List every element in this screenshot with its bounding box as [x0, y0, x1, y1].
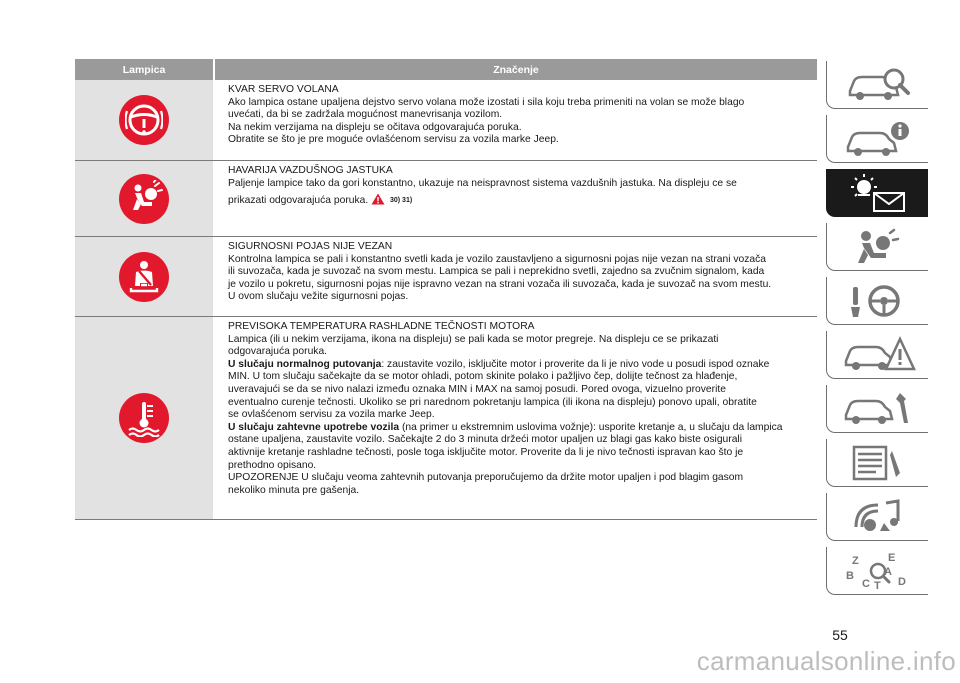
tab-maintenance[interactable] [826, 385, 928, 433]
header-lamp: Lampica [122, 63, 166, 76]
tab-index[interactable] [826, 547, 928, 595]
normal-driving-label: U slučaju normalnog putovanja [228, 358, 382, 370]
row-title: KVAR SERVO VOLANA [228, 84, 339, 95]
tab-driving[interactable] [826, 277, 928, 325]
index-letter: T [873, 579, 881, 591]
table-row [75, 80, 817, 161]
data-list-icon [836, 443, 920, 483]
coolant-temperature-icon [119, 393, 169, 443]
row-title: PREVISOKA TEMPERATURA RASHLADNE TEČNOSTI MOTORA [228, 321, 535, 332]
tab-car-info[interactable] [826, 115, 928, 163]
steering-wheel-icon [836, 281, 920, 321]
note-references: 30) 31) [390, 197, 413, 205]
car-magnifier-icon [836, 65, 920, 105]
chapter-tabs [826, 61, 928, 601]
watermark: carmanualsonline.info [696, 646, 956, 676]
index-letter: Z [851, 554, 859, 567]
warning-triangle-icon [371, 193, 385, 205]
row-meaning: PREVISOKA TEMPERATURA RASHLADNE TEČNOSTI MOTORA Lampica (ili u nekim verzijama, ikona na displeju) se pali kada se motor pregreje. Na displeju ce se prikazati odgovarajuća poruka. U slučaju normalnog putovanja: zaustavite vozilo, isključite motor i proverite da li je nivo vode u posudi ispod oznake MIN. U tom slučaju sačekajte da se motor ohladi, potom skinite polako i pažljivo čep, dolijte tečnost za hlađenje, uveravajući se da se nivo nalazi između oznaka MIN i MAX na samoj posudi. Pored ovoga, vizuelno proverite eventualno curenje tečnosti. Ukoliko se pri narednom pokretanju lampica (ili ikona na displeju) ponovo upali, obratite se ovlašćenom servisu za vozila marke Jeep. U slučaju zahtevne upotrebe vozila (na primer u ekstremnim uslovima vožnje): usporite kretanje a, u slučaju da lampica ostane upaljena, zaustavite vozilo. Sačekajte 2 do 3 minuta držeći motor upaljen uz blagi gas kako biste osigurali aktivnije kretanje rashladne tečnosti, posle toga isključite motor. Proverite da li je nivo tečnosti ispravan kao što je prethodno opisano. UPOZORENJE U slučaju veoma zahtevnih putovanja preporučujemo da držite motor upaljen i pod blagim gasom nekoliko minuta pre gašenja. [215, 317, 817, 519]
index-letter: C [861, 577, 870, 590]
row-meaning: SIGURNOSNI POJAS NIJE VEZAN Kontrolna lampica se pali i konstantno svetli kada je vozilo zaustavljeno a sigurnosni pojas nije vezan na strani vozača ili suvozača, kada je suvozač na svom mestu. Lampica se pali i neprekidno svetli, zajedno sa zvučnim signalom, kada je vozilo u pokretu, sigurnosni pojas nije ispravno vezan na strani vozača ili suvozača, kada je suvozač na svom mestu. U ovom slučaju vežite sigurnosni pojas. [215, 237, 817, 316]
seat-belt-warning-icon [119, 252, 169, 302]
airbag-person-icon [836, 227, 920, 267]
alphabet-index-icon [836, 551, 920, 591]
index-letter: B [845, 569, 854, 582]
warning-lights-table [75, 59, 817, 520]
table-row [75, 161, 817, 237]
table-header [75, 59, 817, 80]
multimedia-icon [836, 497, 920, 537]
index-letter: A [883, 565, 892, 578]
row-title: HAVARIJA VAZDUŠNOG JASTUKA [228, 165, 393, 176]
tab-safety[interactable] [826, 223, 928, 271]
row-meaning: KVAR SERVO VOLANA Ako lampica ostane upaljena dejstvo servo volana može izostati i sila koju treba primeniti na volan se može blago uvećati, da bi se zadržala mogućnost manevrisanja vozilom. Na nekim verzijama na displeju se očitava odgovarajuća poruka. Obratite se što je pre moguće ovlašćenom servisu za vozila marke Jeep. [215, 80, 817, 160]
power-steering-warning-icon [119, 95, 169, 145]
header-meaning: Značenje [493, 63, 539, 76]
row-title: SIGURNOSNI POJAS NIJE VEZAN [228, 241, 393, 252]
tab-warning-lights[interactable] [826, 169, 928, 217]
index-letter: E [887, 551, 895, 564]
index-letter: D [897, 575, 906, 588]
tab-car-search[interactable] [826, 61, 928, 109]
page-number: 55 [832, 627, 848, 643]
demanding-use-label: U slučaju zahtevne upotrebe vozila [228, 421, 400, 433]
warning-light-message-icon [836, 173, 920, 213]
tab-technical-data[interactable] [826, 439, 928, 487]
tab-multimedia[interactable] [826, 493, 928, 541]
row-meaning: HAVARIJA VAZDUŠNOG JASTUKA Paljenje lampice tako da gori konstantno, ukazuje na neispravnost sistema vazdušnih jastuka. Na displeju ce se prikazati odgovarajuća poruka. 30) 31) [215, 161, 817, 236]
tab-emergency[interactable] [826, 331, 928, 379]
table-row [75, 237, 817, 317]
car-info-icon [836, 119, 920, 159]
car-wrench-icon [836, 389, 920, 429]
car-warning-icon [836, 335, 920, 375]
table-row [75, 317, 817, 520]
airbag-warning-icon [119, 174, 169, 224]
